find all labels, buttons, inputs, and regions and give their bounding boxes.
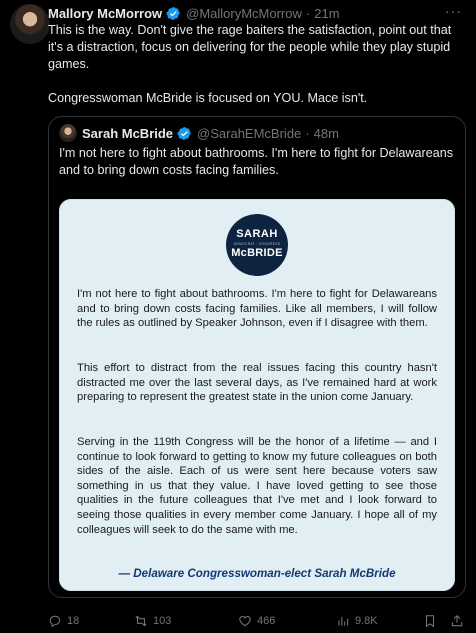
author-handle[interactable]: @MalloryMcMorrow: [186, 5, 302, 21]
verified-badge-icon: [166, 6, 181, 21]
statement-paragraph-2: This effort to distract from the real issues facing this country hasn't distracted me over the last several days, as I've remained hard at work preparing to represent the greatest state in the union come January.: [77, 362, 437, 404]
views-button[interactable]: [336, 612, 378, 630]
campaign-logo: [226, 214, 288, 276]
bookmark-button[interactable]: [423, 612, 437, 630]
statement-image[interactable]: [59, 199, 455, 591]
verified-badge-icon: [177, 126, 192, 141]
logo-text-top: SARAH: [236, 228, 278, 240]
tweet-text-paragraph-1: This is the way. Don't give the rage baiters the satisfaction, point out that it's a distraction, focus on delivering for the people while they play stupid games.: [48, 23, 452, 71]
author-name[interactable]: Mallory McMorrow: [48, 5, 163, 21]
quoted-header-separator: ·: [305, 125, 310, 141]
tweet-text: [48, 22, 468, 107]
quoted-author-name[interactable]: Sarah McBride: [82, 125, 174, 141]
statement-signature: — Delaware Congresswoman-elect Sarah McBride: [118, 567, 396, 580]
heart-icon: [238, 614, 252, 628]
author-avatar[interactable]: [10, 4, 50, 44]
bookmark-icon: [423, 614, 437, 628]
views-chart-icon: [336, 614, 350, 628]
logo-text-bottom: McBRIDE: [231, 247, 283, 259]
like-count: 466: [257, 615, 276, 627]
header-separator: ·: [305, 5, 311, 21]
repost-button[interactable]: [134, 612, 171, 630]
quoted-tweet[interactable]: [48, 116, 466, 598]
logo-text-middle: DEMOCRAT · CONGRESS: [233, 242, 281, 246]
post-time[interactable]: 21m: [314, 5, 340, 21]
tweet-text-paragraph-2: Congresswoman McBride is focused on YOU. Mace isn't.: [48, 91, 368, 105]
repost-icon: [134, 614, 148, 628]
quoted-tweet-header: [82, 124, 339, 142]
reply-count: 18: [67, 615, 80, 627]
share-icon: [450, 614, 464, 628]
views-count: 9.8K: [355, 615, 378, 627]
quoted-author-handle[interactable]: @SarahEMcBride: [197, 125, 302, 141]
tweet-header: [48, 4, 340, 22]
more-options-icon[interactable]: ···: [445, 3, 462, 19]
repost-count: 103: [153, 615, 172, 627]
quoted-post-time[interactable]: 48m: [313, 125, 339, 141]
statement-paragraph-3: Serving in the 119th Congress will be the honor of a lifetime — and I continue to look forward to getting to know my future colleagues on both sides of the aisle. Each of us were sent here because voters saw something in us that they value. I have loved getting to see those qualities in the future colleagues that I've met and I look forward to seeing those qualities in every member come January. I hope all of my colleagues will seek to do the same with me.: [77, 436, 437, 536]
quoted-author-avatar[interactable]: [59, 124, 77, 142]
reply-icon: [48, 614, 62, 628]
statement-paragraph-1: I'm not here to fight about bathrooms. I'm here to fight for Delawareans and to bring down costs facing families. Like all members, I will follow the rules as outlined by Speaker Johnson, even if I disagree with them.: [77, 288, 437, 330]
quoted-tweet-text: I'm not here to fight about bathrooms. I'm here to fight for Delawareans and to bring down costs facing families.: [59, 146, 454, 177]
like-button[interactable]: [238, 612, 275, 630]
tweet-actions: [48, 612, 468, 630]
reply-button[interactable]: [48, 612, 79, 630]
share-button[interactable]: [450, 612, 464, 630]
